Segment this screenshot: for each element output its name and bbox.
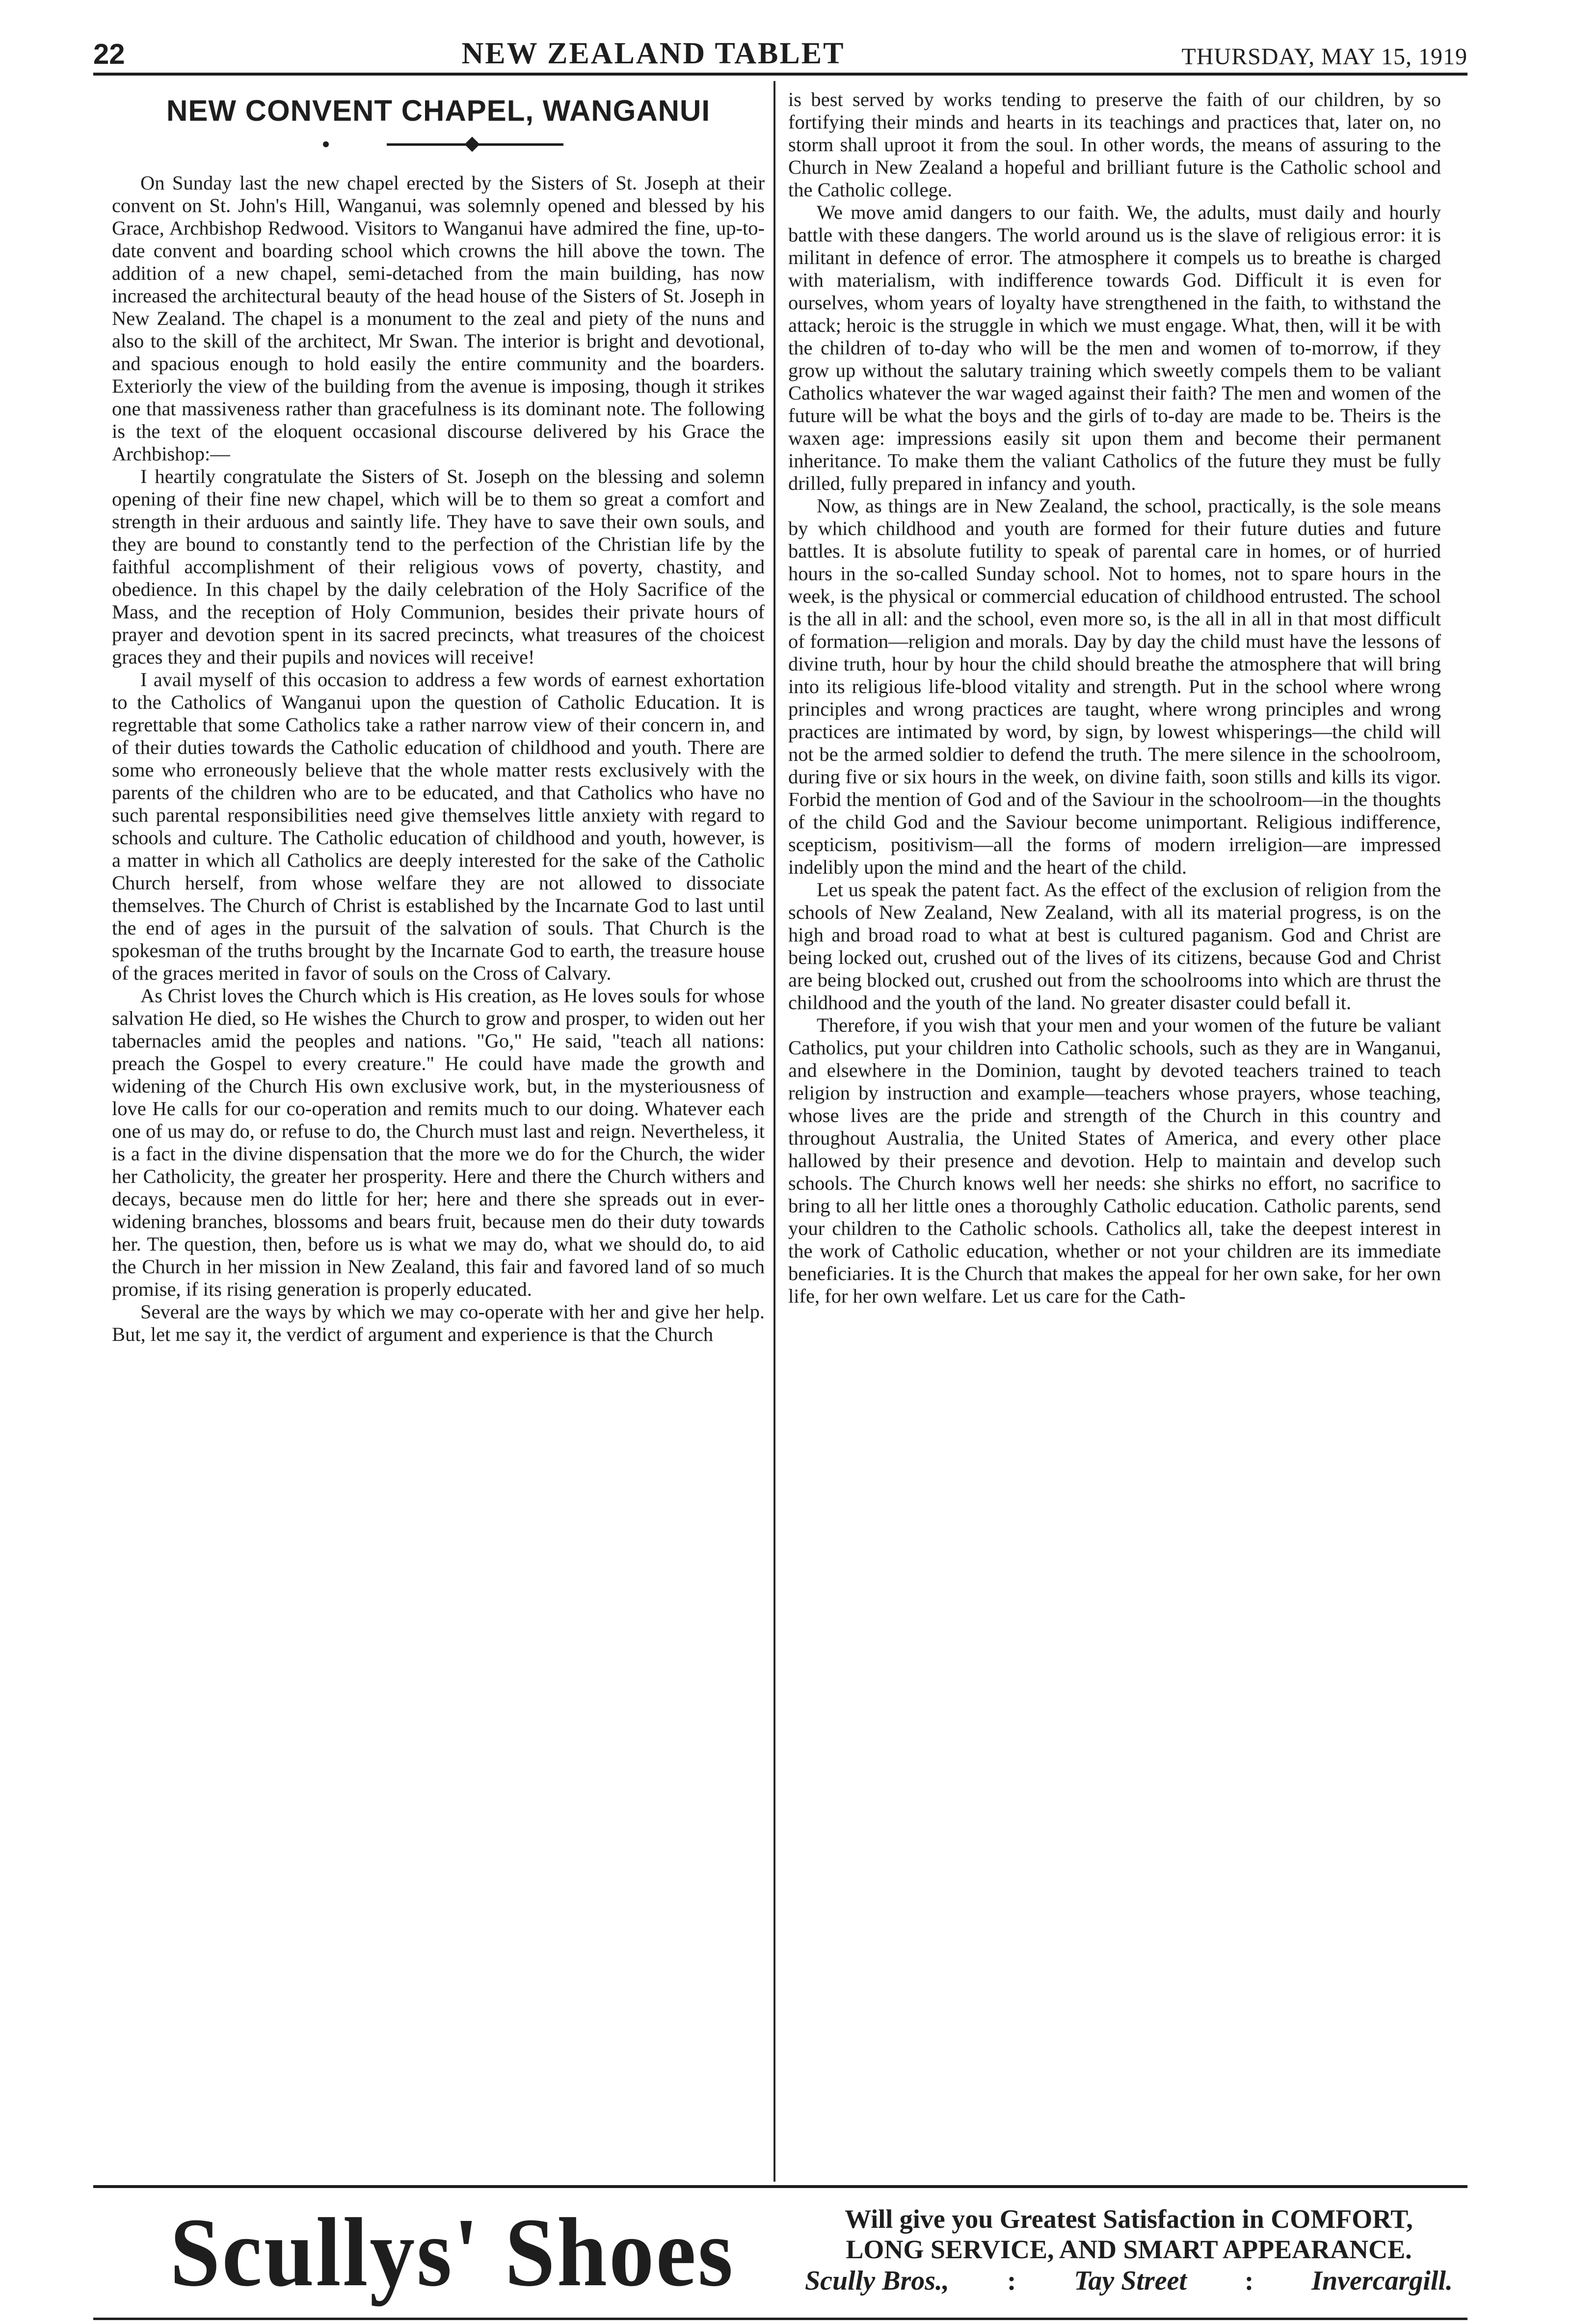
article-paragraph: is best served by works tending to preserve the faith of our children, by so fortifying their minds and hearts in its teachings and practices that, later on, no storm shall uproot it from the soul. In other words, the means of assuring to the Church in New Zealand a hopeful and brilliant future is the Catholic school and the Catholic college. bbox=[788, 88, 1441, 201]
article-column-right bbox=[788, 88, 1441, 2179]
ad-town: Invercargill. bbox=[1311, 2266, 1453, 2296]
article-headline: NEW CONVENT CHAPEL, WANGANUI bbox=[166, 94, 710, 127]
article-paragraph: I heartily congratulate the Sisters of St. Joseph on the blessing and solemn opening of their fine new chapel, which will be to them so great a comfort and strength in their arduous and saintly life. They have to save their own souls, and they are bound to constantly tend to the perfection of the Christian life by the faithful accomplishment of their religious vows of poverty, chastity, and obedience. In this chapel by the daily celebration of the Holy Sacrifice of the Mass, and the reception of Holy Communion, besides their private hours of prayer and devotion spent in its sacred precincts, what treasures of the choicest graces they and their pupils and novices will receive! bbox=[112, 465, 765, 668]
ad-separator: : bbox=[1244, 2266, 1254, 2296]
article-paragraph: Now, as things are in New Zealand, the school, practically, is the sole means by which childhood and youth are formed for their future duties and future battles. It is absolute futility to speak of parental care in homes, or of hurried hours in the so-called Sunday school. Not to homes, not to spare hours in the week, is the physical or commercial education of childhood entrusted. The school is the all in all: and the school, even more so, is the all in all in that most difficult of formation—religion and morals. Day by day the child must have the lessons of divine truth, hour by hour the child should breathe the atmosphere that will bring into its religious life-blood vitality and strength. Put in the school where wrong principles and wrong practices are taught, where wrong principles and wrong practices are intimated by word, by sign, by lowest whisperings—the child will not be the armed soldier to defend the truth. The mere silence in the schoolroom, during five or six hours in the week, on divine faith, soon stills and kills its vigor. Forbid the mention of God and of the Saviour in the schoolroom—in the thoughts of the child God and the Saviour become unimportant. Religious indifference, scepticism, positivism—all the forms of modern irreligion—are impressed indelibly upon the mind and the heart of the child. bbox=[788, 495, 1441, 878]
article-paragraph: On Sunday last the new chapel erected by the Sisters of St. Joseph at their convent on St. John's Hill, Wanganui, was solemnly opened and blessed by his Grace, Archbishop Redwood. Visitors to Wanganui have admired the fine, up-to-date convent and boarding school which crowns the hill above the town. The addition of a new chapel, semi-detached from the main building, has now increased the architectural beauty of the head house of the Sisters of St. Joseph in New Zealand. The chapel is a monument to the zeal and piety of the nuns and also to the skill of the architect, Mr Swan. The interior is bright and devotional, and spacious enough to hold easily the entire community and the boarders. Exteriorly the view of the building from the avenue is imposing, though it strikes one that massiveness rather than gracefulness is its dominant note. The following is the text of the eloquent occasional discourse delivered by his Grace the Archbishop:— bbox=[112, 172, 765, 465]
ad-copy bbox=[790, 2204, 1467, 2297]
column-divider bbox=[773, 81, 775, 2182]
article-paragraph: As Christ loves the Church which is His creation, as He loves souls for whose salvation He died, so He wishes the Church to grow and prosper, to widen out her tabernacles amid the peoples and nations. "Go," He said, "teach all nations: preach the Gospel to every creature." He could have made the growth and widening of the Church His own exclusive work, but, in the mysteriousness of love He calls for our co-operation and remits much to our doing. Whatever each one of us may do, or refuse to do, the Church must last and reign. Nevertheless, it is a fact in the divine dispensation that the more we do for the Church, the wider her Catholicity, the greater her prosperity. Here and there the Church withers and decays, because men do little for her; here and there she spreads out in ever-widening branches, blossoms and bears fruit, because men do their duty towards her. The question, then, before us is what we may do, what we should do, to aid the Church in her mission in New Zealand, this fair and favored land of so much promise, if its rising generation is properly educated. bbox=[112, 985, 765, 1300]
newspaper-title: NEW ZEALAND TABLET bbox=[461, 37, 845, 70]
ornament-dot bbox=[323, 141, 329, 147]
article-paragraph: Several are the ways by which we may co-operate with her and give her help. But, let me say it, the verdict of argument and experience is that the Church bbox=[112, 1301, 765, 1345]
page-bottom-rule bbox=[93, 2318, 1467, 2320]
header-rule bbox=[93, 73, 1467, 76]
ad-separator: : bbox=[1007, 2266, 1016, 2296]
article-column-left bbox=[112, 88, 765, 2179]
page-number: 22 bbox=[93, 38, 125, 70]
ad-street: Tay Street bbox=[1074, 2266, 1187, 2296]
running-header bbox=[93, 25, 1467, 69]
article-paragraph: Let us speak the patent fact. As the effect of the exclusion of religion from the schools of New Zealand, New Zealand, with all its material progress, is on the high and broad road to what at best is cultured paganism. God and Christ are being locked out, crushed out of the lives of its citizens, because God and Christ are being blocked out, crushed out from the schoolrooms into which are thrust the childhood and the youth of the land. No greater disaster could befall it. bbox=[788, 879, 1441, 1014]
advertisement bbox=[93, 2194, 1467, 2317]
ad-address bbox=[790, 2265, 1467, 2297]
ad-line-1: Will give you Greatest Satisfaction in COMFORT, bbox=[845, 2204, 1413, 2234]
footer-rule bbox=[93, 2185, 1467, 2188]
ornament-diamond bbox=[464, 136, 480, 152]
article-paragraph: We move amid dangers to our faith. We, the adults, must daily and hourly battle with these dangers. The world around us is the slave of religious error: it is militant in defence of error. The atmosphere it compels us to breathe is charged with materialism, with indifference towards God. Difficult it is even for ourselves, whom years of loyalty have strengthened in the faith, to withstand the attack; heroic is the struggle in which we must engage. What, then, will it be with the children of to-day who will be the men and women of to-morrow, if they grow up without the salutary training which sweetly compels them to be valiant Catholics whatever the war waged against their faith? The men and women of the future will be what the boys and the girls of to-day are made to be. Theirs is the waxen age: impressions easily sit upon them and become their permanent inheritance. To make them the valiant Catholics of the future they must be fully drilled, fully prepared in infancy and youth. bbox=[788, 201, 1441, 494]
ad-brand-name: Scullys' Shoes bbox=[170, 2198, 735, 2307]
issue-date: THURSDAY, MAY 15, 1919 bbox=[1181, 44, 1467, 70]
ad-line-2: LONG SERVICE, AND SMART APPEARANCE. bbox=[846, 2235, 1412, 2264]
article-paragraph: I avail myself of this occasion to address a few words of earnest exhortation to the Catholics of Wanganui upon the question of Catholic Education. It is regrettable that some Catholics take a rather narrow view of their concern in, and of their duties towards the Catholic education of childhood and youth. There are some who erroneously believe that the whole matter rests exclusively with the parents of the children who are to be educated, and that Catholics who have no such parental responsibilities need give themselves little anxiety with regard to schools and culture. The Catholic education of childhood and youth, however, is a matter in which all Catholics are deeply interested for the sake of the Catholic Church herself, from whose welfare they are not allowed to dissociate themselves. The Church of Christ is established by the Incarnate God to last until the end of ages in the pursuit of the salvation of souls. That Church is the spokesman of the truths brought by the Incarnate God to earth, the treasure house of the graces merited in favor of souls on the Cross of Calvary. bbox=[112, 668, 765, 984]
ad-firm: Scully Bros., bbox=[805, 2266, 950, 2296]
article-paragraph: Therefore, if you wish that your men and your women of the future be valiant Catholics, put your children into Catholic schools, such as they are in Wanganui, and elsewhere in the Dominion, taught by devoted teachers trained to teach religion by instruction and example—teachers whose prayers, whose teaching, whose lives are the pride and strength of the Church in this country and throughout Australia, the United States of America, and every other place hallowed by their presence and devotion. Help to maintain and develop such schools. The Church knows well her needs: she shirks no effort, no sacrifice to bring to all her little ones a thoroughly Catholic education. Catholic parents, send your children to the Catholic schools. Catholics all, take the deepest interest in the work of Catholic education, whether or not your children are its immediate beneficiaries. It is the Church that makes the appeal for her own sake, for her own life, for her own welfare. Let us care for the Cath- bbox=[788, 1014, 1441, 1307]
headline-ornament bbox=[112, 133, 765, 157]
